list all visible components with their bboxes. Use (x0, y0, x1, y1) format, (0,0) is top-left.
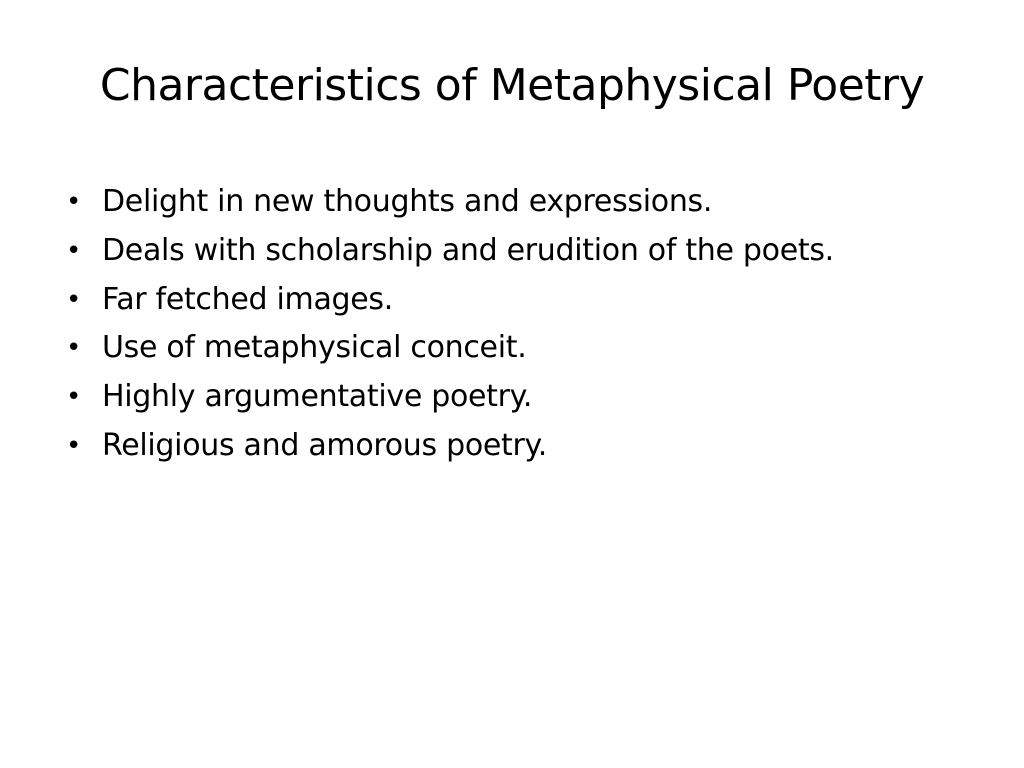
bullet-icon: • (66, 430, 82, 461)
bullet-icon: • (66, 235, 82, 266)
bullet-icon: • (66, 187, 82, 217)
bullet-item (60, 185, 940, 220)
bullet-item (60, 429, 940, 464)
bullet-item (60, 331, 940, 366)
bullet-text: Highly argumentative poetry. (102, 379, 533, 415)
bullet-text: Religious and amorous poetry. (102, 427, 547, 463)
slide-title: Characteristics of Metaphysical Poetry (99, 60, 925, 111)
bullet-icon: • (66, 284, 82, 315)
bullet-item (60, 234, 940, 269)
bullet-item (60, 283, 940, 318)
bullet-text: Deals with scholarship and erudition of the poets. (102, 232, 834, 268)
bullet-text: Delight in new thoughts and expressions. (102, 184, 713, 219)
bullet-icon: • (66, 333, 82, 364)
bullet-list (60, 185, 940, 478)
bullet-icon: • (66, 382, 82, 413)
bullet-text: Far fetched images. (102, 281, 393, 317)
bullet-item (60, 380, 940, 415)
bullet-text: Use of metaphysical conceit. (102, 330, 527, 366)
